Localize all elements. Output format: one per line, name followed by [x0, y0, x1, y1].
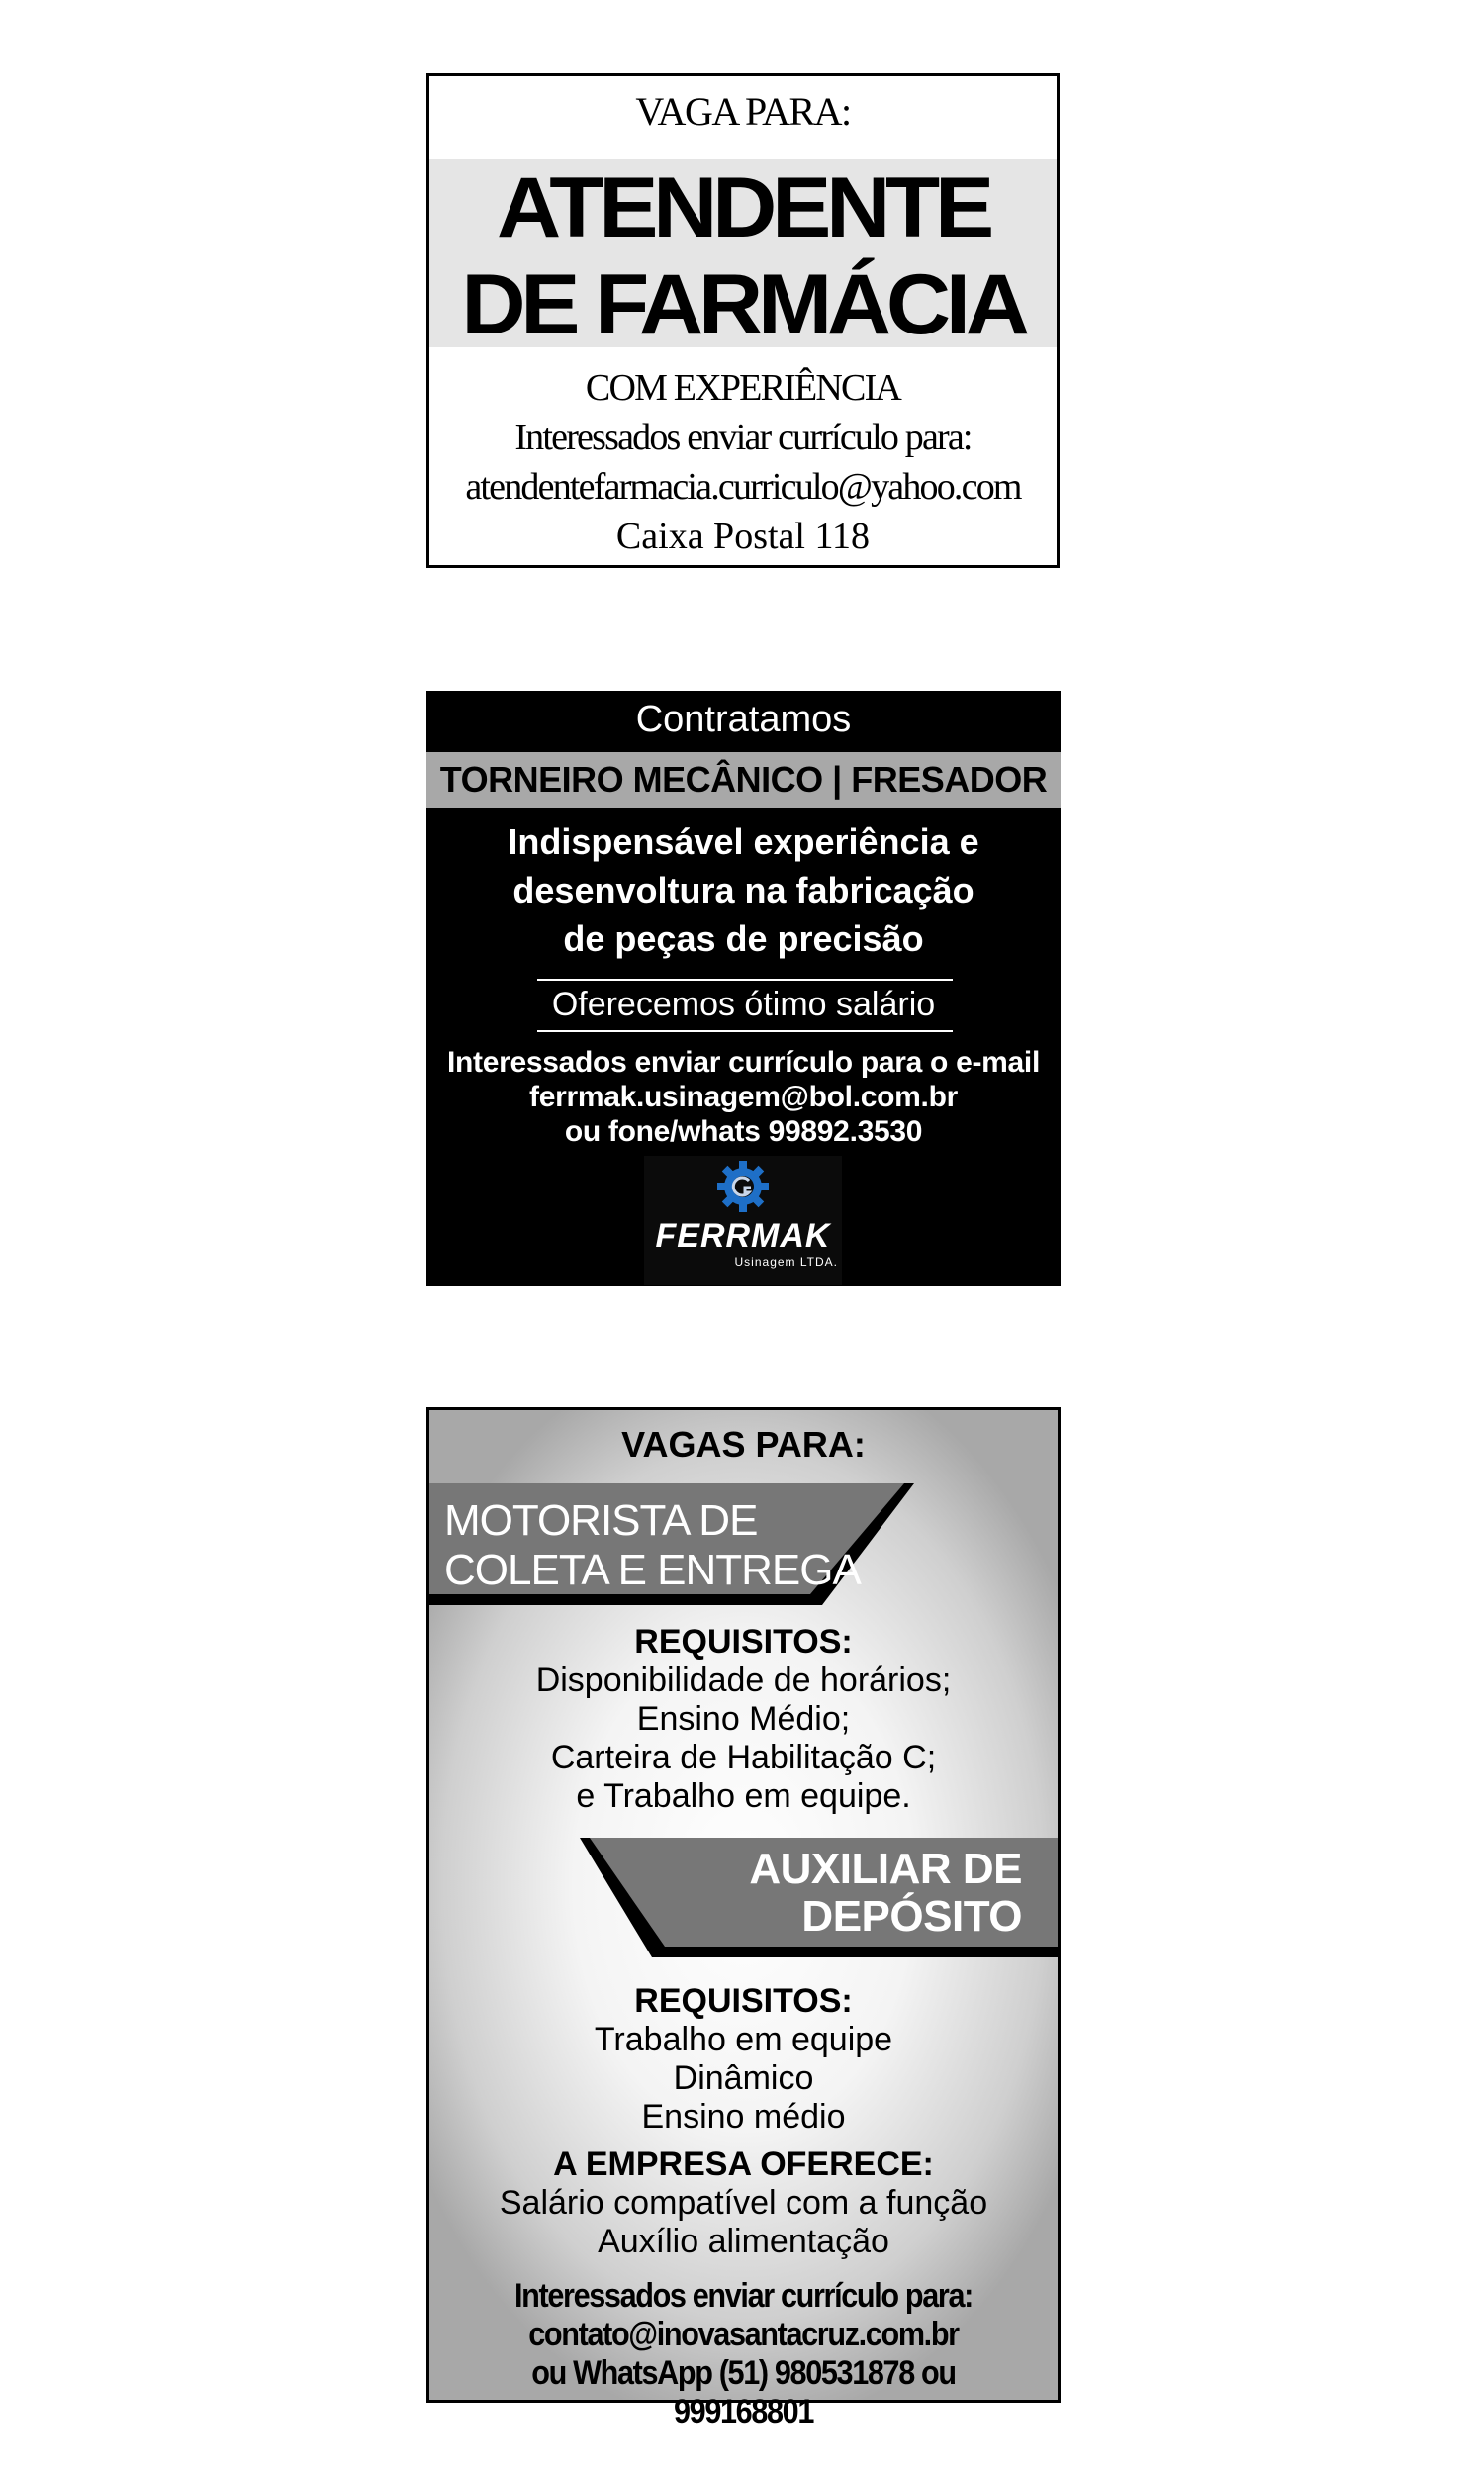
contact-email[interactable]: contato@inovasantacruz.com.br [528, 2316, 959, 2353]
requirement-text: COM EXPERIÊNCIA [585, 367, 901, 409]
job-title-line2: DE FARMÁCIA [461, 257, 1025, 352]
logo-subtitle: Usinagem LTDA. [734, 1255, 838, 1269]
job1-title-line1: MOTORISTA DE [444, 1496, 758, 1545]
contact-phone[interactable]: ou fone/whats 99892.3530 [564, 1115, 923, 1148]
offer-text: Oferecemos ótimo salário [551, 986, 936, 1023]
requirement-line: Carteira de Habilitação C; [550, 1739, 937, 1776]
requirement-line: Dinâmico [673, 2059, 814, 2097]
requirement-line: desenvoltura na fabricação [512, 870, 974, 910]
contact-info [461, 2277, 1027, 2431]
logo-name: FERRMAK [655, 1217, 831, 1255]
contact-email[interactable]: ferrmak.usinagem@bol.com.br [529, 1081, 958, 1113]
offer-line: Salário compatível com a função [499, 2184, 988, 2222]
cta-text: Interessados enviar currículo para: [514, 417, 972, 458]
requirement-line: e Trabalho em equipe. [576, 1777, 911, 1815]
requirement-line: de peças de precisão [563, 918, 924, 959]
gear-icon [713, 1158, 773, 1215]
job-roles: TORNEIRO MECÂNICO | FRESADOR [426, 752, 1061, 808]
inova-job-ad [426, 1407, 1061, 2430]
job1-title-line2: COLETA E ENTREGA [444, 1546, 861, 1594]
job2-title-line2: DEPÓSITO [801, 1892, 1022, 1941]
contact-phone[interactable]: ou WhatsApp (51) 980531878 ou 999168801 [531, 2354, 956, 2430]
contact-info [426, 1045, 1061, 1149]
requirement-line: Trabalho em equipe [594, 2021, 893, 2058]
company-logo [644, 1156, 842, 1285]
job2-title [749, 1846, 1022, 1941]
contact-line: Interessados enviar currículo para: [514, 2277, 973, 2315]
requirement-line: Ensino Médio; [636, 1700, 851, 1738]
job1-requirements [429, 1623, 1058, 1816]
divider [537, 1030, 953, 1032]
offer-line: Auxílio alimentação [598, 2223, 889, 2260]
job-title-line1: ATENDENTE [497, 160, 989, 255]
requirements-heading: REQUISITOS: [634, 1623, 853, 1661]
requirements-heading: REQUISITOS: [634, 1982, 853, 2020]
requirement-line: Indispensável experiência e [508, 821, 979, 862]
ad-kicker: VAGA PARA: [635, 89, 851, 134]
contact-email[interactable]: atendentefarmacia.curriculo@yahoo.com [465, 466, 1021, 508]
pharmacy-job-ad [426, 73, 1060, 568]
ad-kicker: VAGAS PARA: [621, 1424, 866, 1465]
ferrmak-job-ad [426, 691, 1061, 1286]
postal-box: Caixa Postal 118 [615, 516, 871, 557]
requirements [426, 817, 1061, 963]
offer-heading: A EMPRESA OFERECE: [553, 2145, 934, 2183]
requirement-line: Disponibilidade de horários; [535, 1662, 952, 1699]
job2-title-line1: AUXILIAR DE [749, 1845, 1022, 1893]
requirement-line: Ensino médio [641, 2098, 846, 2136]
ad-kicker: Contratamos [635, 699, 852, 740]
company-offer [429, 2145, 1058, 2261]
contact-line: Interessados enviar currículo para o e-mail [446, 1046, 1040, 1079]
ad-details [429, 363, 1057, 561]
job2-requirements [429, 1982, 1058, 2137]
job1-title [444, 1496, 861, 1595]
